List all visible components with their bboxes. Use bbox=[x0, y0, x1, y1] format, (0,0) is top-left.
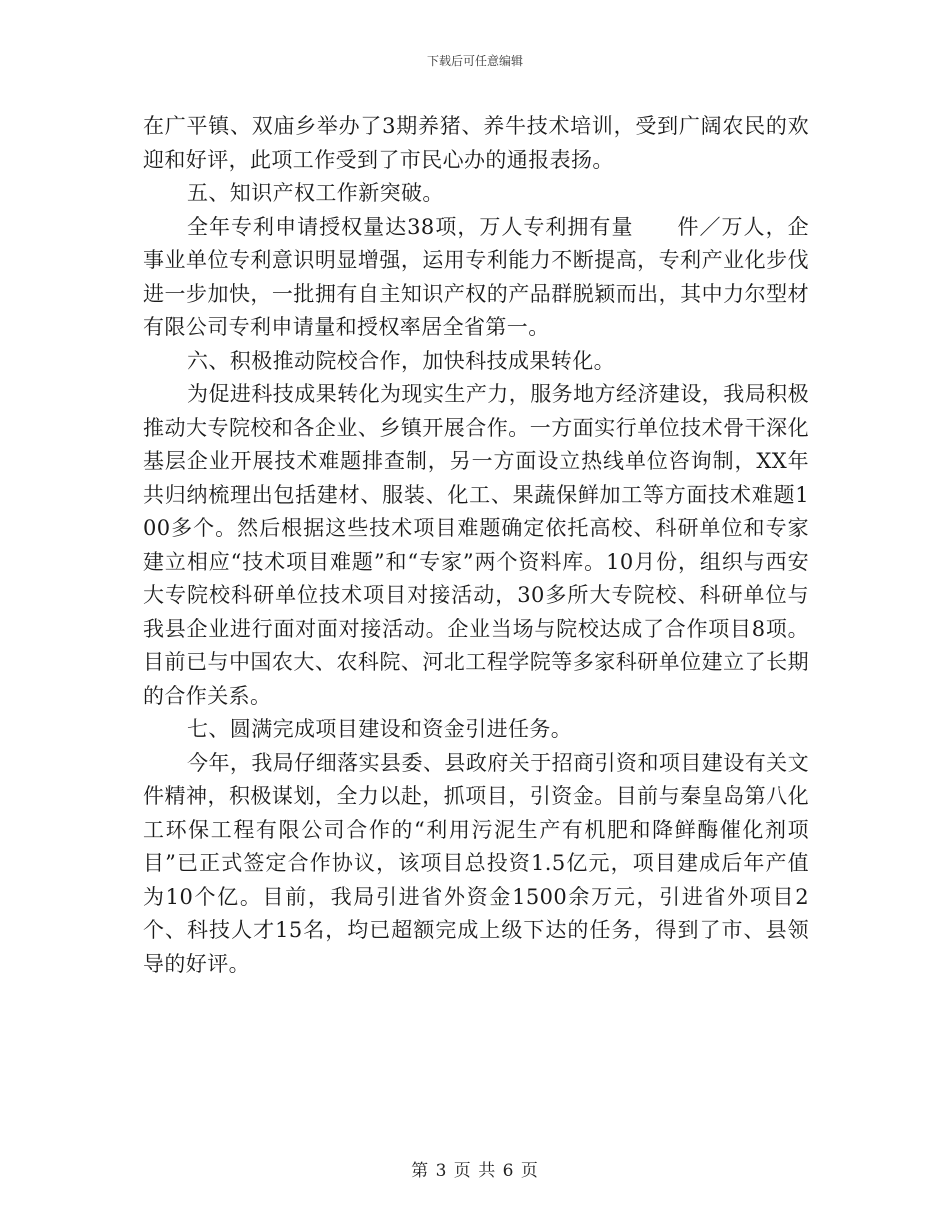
section-heading-ip: 五、知识产权工作新突破。 bbox=[187, 181, 444, 205]
paragraph-projects: 今年，我局仔细落实县委、县政府关于招商引资和项目建设有关文件精神，积极谋划，全力以赴，抓项目，引资金。目前与秦皇岛第八化工环保工程有限公司合作的“利用污泥生产有机肥和降鲜酶催化剂项目”已正式签定合作协议，该项目总投资1.5亿元，项目建成后年产值为10个亿。目前，我局引进省外资金1500余万元，引进省外项目2个、科技人才15名，均已超额完成上级下达的任务，得到了市、县领导的好评。 bbox=[143, 750, 809, 976]
paragraph-training-continuation: 在广平镇、双庙乡举办了3期养猪、养牛技术培训，受到广阔农民的欢迎和好评，此项工作受到了市民心办的通报表扬。 bbox=[143, 114, 809, 172]
paragraph-cooperation: 为促进科技成果转化为现实生产力，服务地方经济建设，我局积极推动大专院校和各企业、乡镇开展合作。一方面实行单位技术骨干深化基层企业开展技术难题排查制，另一方面设立热线单位咨询制，XX年共归纳梳理出包括建材、服装、化工、果蔬保鲜加工等方面技术难题100多个。然后根据这些技术项目难题确定依托高校、科研单位和专家建立相应“技术项目难题”和“专家”两个资料库。10月份，组织与西安大专院校科研单位技术项目对接活动，30多所大专院校、科研单位与我县企业进行面对面对接活动。企业当场与院校达成了合作项目8项。目前已与中国农大、农科院、河北工程学院等多家科研单位建立了长期的合作关系。 bbox=[143, 382, 809, 708]
page-header: 下载后可任意编辑 bbox=[426, 54, 523, 68]
section-heading-projects: 七、圆满完成项目建设和资金引进任务。 bbox=[187, 717, 573, 741]
section-heading-cooperation: 六、积极推动院校合作，加快科技成果转化。 bbox=[187, 348, 615, 373]
paragraph-patents: 全年专利申请授权量达38项，万人专利拥有量 件／万人，企事业单位专利意识明显增强，运用专利能力不断提高，专利产业化步伐进一步加快，一批拥有自主知识产权的产品群脱颖而出，其中力尔型材有限公司专利申请量和授权率居全省第一。 bbox=[143, 214, 809, 339]
page-number: 第 3 页 共 6 页 bbox=[411, 1161, 539, 1181]
document-body bbox=[143, 110, 809, 981]
